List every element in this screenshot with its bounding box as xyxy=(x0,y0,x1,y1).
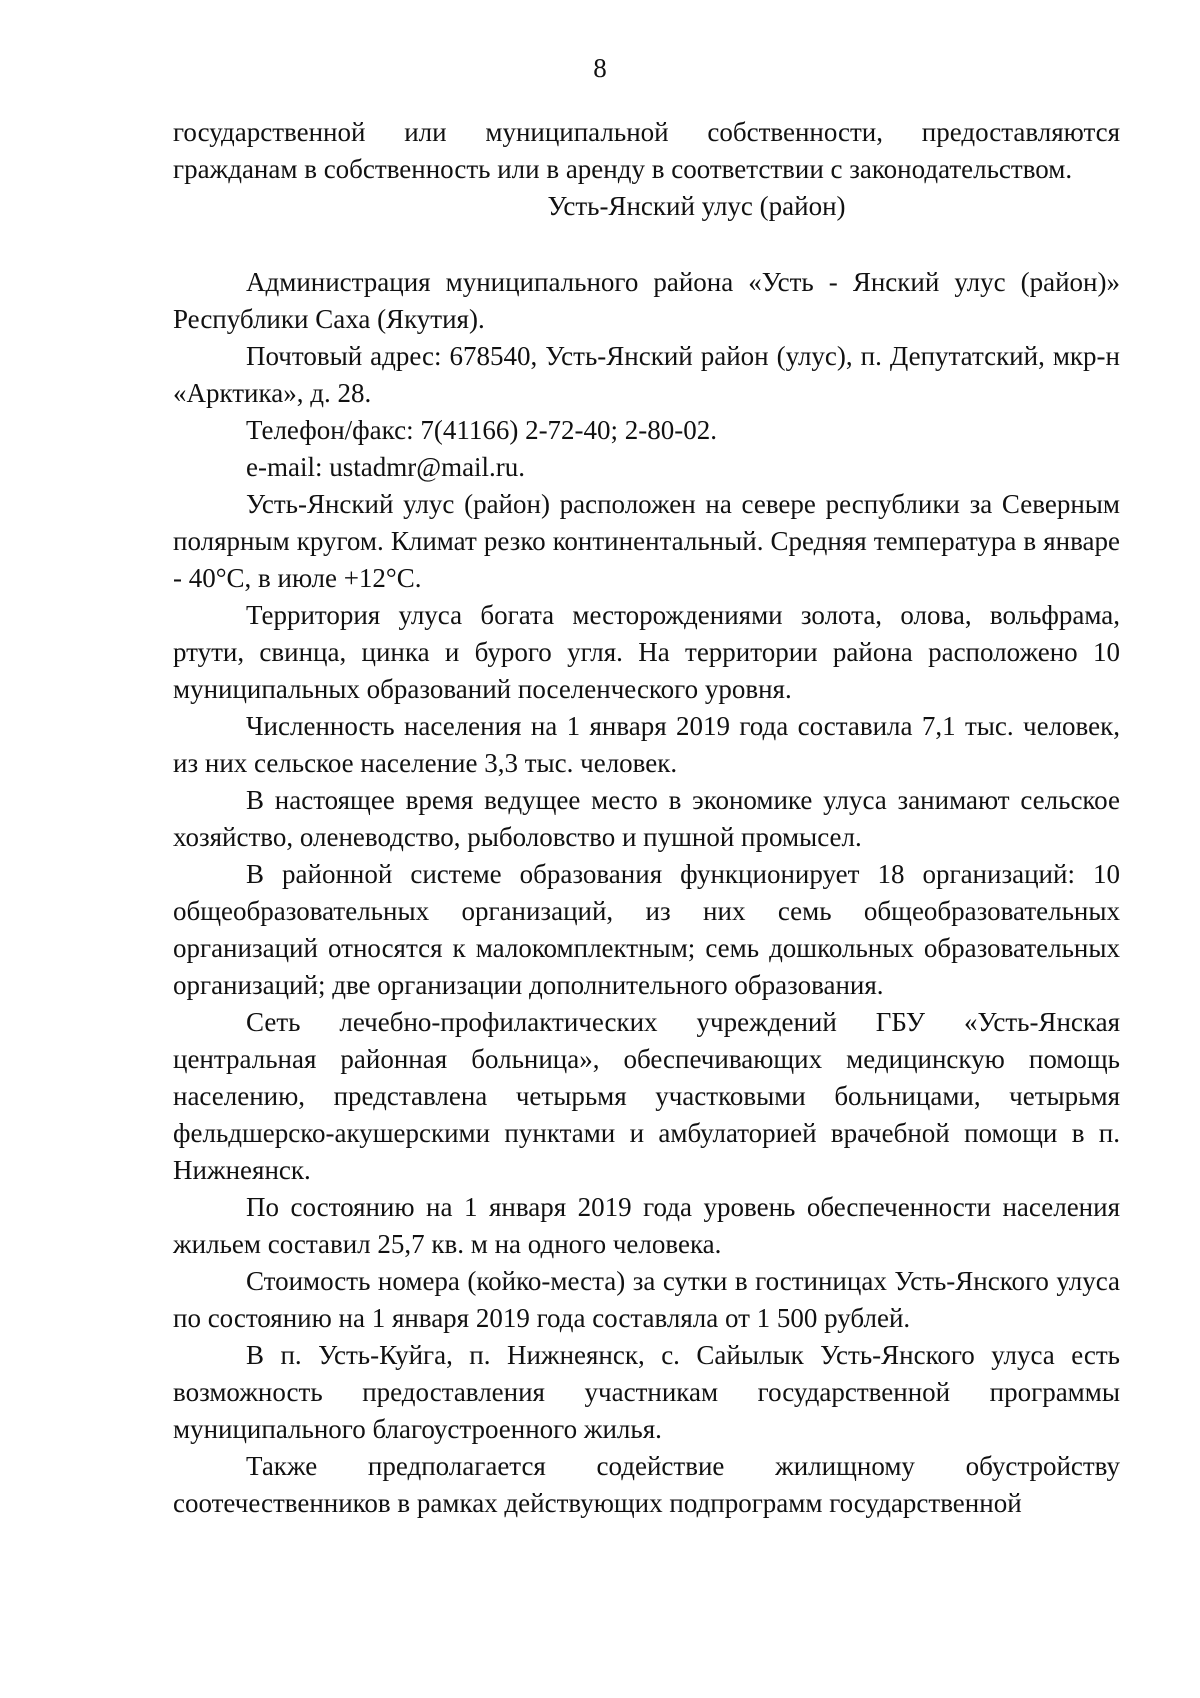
settlements-paragraph: В п. Усть-Куйга, п. Нижнеянск, с. Сайылык Усть-Янского улуса есть возможность предоставления участникам государственной программы муниципального благоустроенного жилья. xyxy=(173,1340,1120,1444)
administration-paragraph: Администрация муниципального района «Усть - Янский улус (район)» Республики Саха (Якутия). xyxy=(173,267,1120,334)
section-title: Усть-Янский улус (район) xyxy=(547,191,846,221)
postal-address-paragraph: Почтовый адрес: 678540, Усть-Янский район (улус), п. Депутатский, мкр-н «Арктика», д. 28. xyxy=(173,341,1120,408)
document-body xyxy=(173,114,1120,1522)
population-paragraph: Численность населения на 1 января 2019 года составила 7,1 тыс. человек, из них сельское население 3,3 тыс. человек. xyxy=(173,711,1120,778)
healthcare-paragraph: Сеть лечебно-профилактических учреждений ГБУ «Усть-Янская центральная районная больница», обеспечивающих медицинскую помощь населению, представлена четырьмя участковыми больницами, четырьмя фельдшерско-акушерскими пунктами и амбулаторией врачебной помощи в п. Нижнеянск. xyxy=(173,1007,1120,1185)
assistance-paragraph: Также предполагается содействие жилищному обустройству соотечественников в рамках действующих подпрограмм государственной xyxy=(173,1451,1120,1518)
economy-paragraph: В настоящее время ведущее место в экономике улуса занимают сельское хозяйство, оленеводство, рыболовство и пушной промысел. xyxy=(173,785,1120,852)
phone-paragraph: Телефон/факс: 7(41166) 2-72-40; 2-80-02. xyxy=(246,415,718,445)
intro-continuation-paragraph: государственной или муниципальной собственности, предоставляются гражданам в собственность или в аренду в соответствии с законодательством. xyxy=(173,117,1120,184)
housing-paragraph: По состоянию на 1 января 2019 года уровень обеспеченности населения жильем составил 25,7 кв. м на одного человека. xyxy=(173,1192,1120,1259)
email-paragraph: e-mail: ustadmr@mail.ru. xyxy=(246,452,526,482)
page-number: 8 xyxy=(593,53,607,83)
climate-paragraph: Усть-Янский улус (район) расположен на севере республики за Северным полярным кругом. Климат резко континентальный. Средняя температура в январе - 40°С, в июле +12°С. xyxy=(173,489,1120,593)
hotel-cost-paragraph: Стоимость номера (койко-места) за сутки в гостиницах Усть-Янского улуса по состоянию на 1 января 2019 года составляла от 1 500 рублей. xyxy=(173,1266,1120,1333)
education-paragraph: В районной системе образования функционирует 18 организаций: 10 общеобразовательных организаций, из них семь общеобразовательных организаций относятся к малокомплектным; семь дошкольных образовательных организаций; две организации дополнительного образования. xyxy=(173,859,1120,1000)
territory-paragraph: Территория улуса богата месторождениями золота, олова, вольфрама, ртути, свинца, цинка и бурого угля. На территории района расположено 10 муниципальных образований поселенческого уровня. xyxy=(173,600,1120,704)
